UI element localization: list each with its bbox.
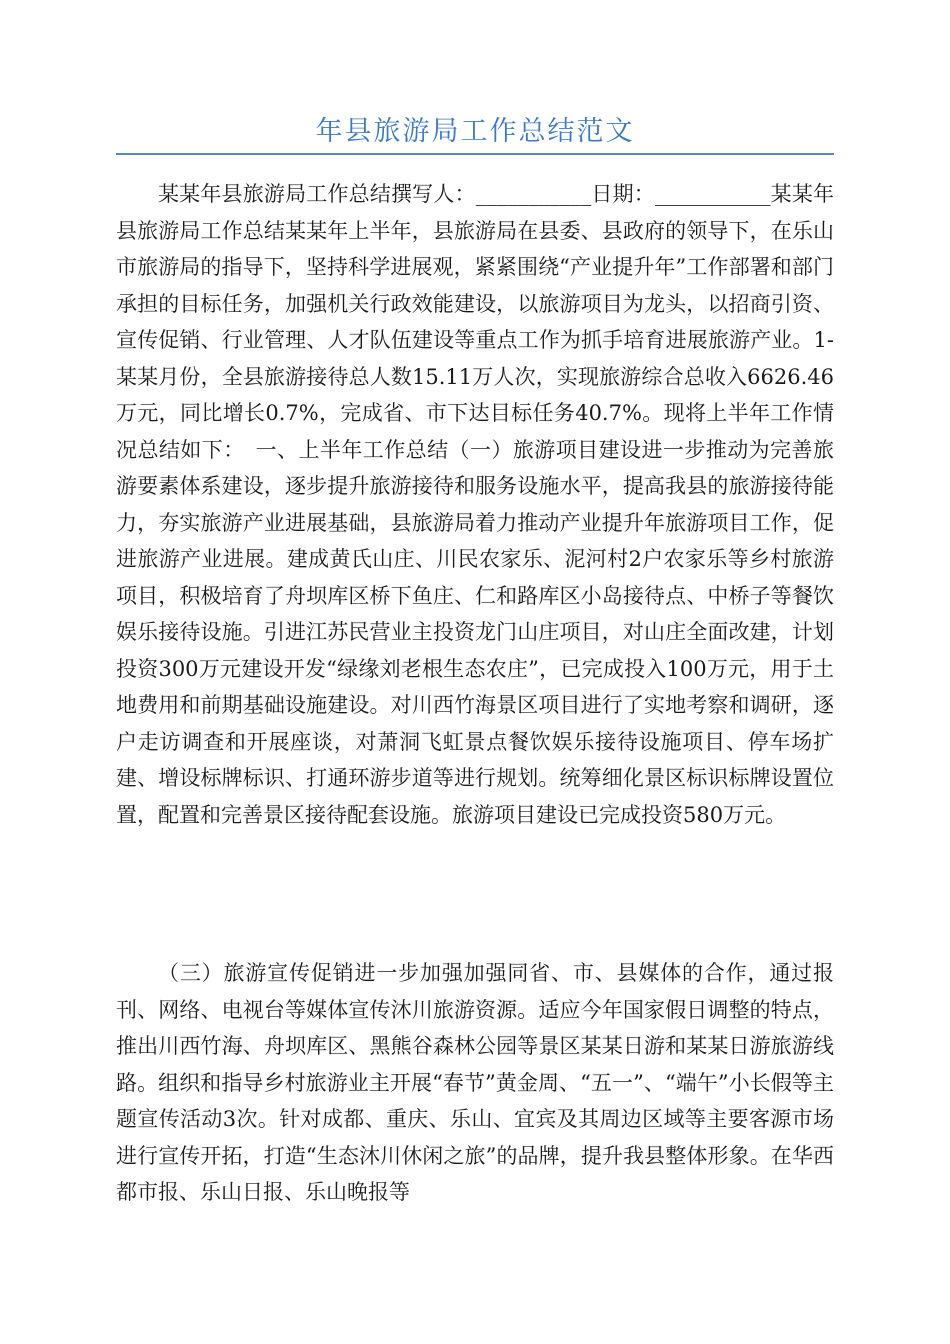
paragraph-2: （三）旅游宣传促销进一步加强加强同省、市、县媒体的合作，通过报刊、网络、电视台等媒体宣传沐川旅游资源。适应今年国家假日调整的特点，推出川西竹海、舟坝库区、黑熊谷森林公园等景区某某日游和某某日游旅游线路。组织和指导乡村旅游业主开展“春节”黄金周、“五一”、“端午”小长假等主题宣传活动3次。针对成都、重庆、乐山、宜宾及其周边区域等主要客源市场进行宣传开拓，打造“生态沐川休闲之旅”的品牌，提升我县整体形象。在华西都市报、乐山日报、乐山晚报等 — [116, 961, 834, 1204]
document-title: 年县旅游局工作总结范文 — [315, 116, 635, 147]
paragraph-1: 某某年县旅游局工作总结撰写人：___________日期：___________某某年县旅游局工作总结某某年上半年，县旅游局在县委、县政府的领导下，在乐山市旅游局的指导下，坚持科学进展观，紧紧围绕“产业提升年”工作部署和部门承担的目标任务，加强机关行政效能建设，以旅游项目为龙头，以招商引资、宣传促销、行业管理、人才队伍建设等重点工作为抓手培育进展旅游产业。1-某某月份，全县旅游接待总人数15.11万人次，实现旅游综合总收入6626.46万元，同比增长0.7%，完成省、市下达目标任务40.7%。现将上半年工作情况总结如下： 一、上半年工作总结（一）旅游项目建设进一步推动为完善旅游要素体系建设，逐步提升旅游接待和服务设施水平，提高我县的旅游接待能力，夯实旅游产业进展基础，县旅游局着力推动产业提升年旅游项目工作，促进旅游产业进展。建成黄氏山庄、川民农家乐、泥河村2户农家乐等乡村旅游项目，积极培育了舟坝库区桥下鱼庄、仁和路库区小岛接待点、中桥子等餐饮娱乐接待设施。引进江苏民营业主投资龙门山庄项目，对山庄全面改建，计划投资300万元建设开发“绿缘刘老根生态农庄”，已完成投入100万元，用于土地费用和前期基础设施建设。对川西竹海景区项目进行了实地考察和调研，逐户走访调查和开展座谈，对萧洞飞虹景点餐饮娱乐接待设施项目、停车场扩建、增设标牌标识、打通环游步道等进行规划。统筹细化景区标识标牌设置位置，配置和完善景区接待配套设施。旅游项目建设已完成投资580万元。 — [116, 182, 834, 827]
title-underline — [116, 153, 834, 155]
